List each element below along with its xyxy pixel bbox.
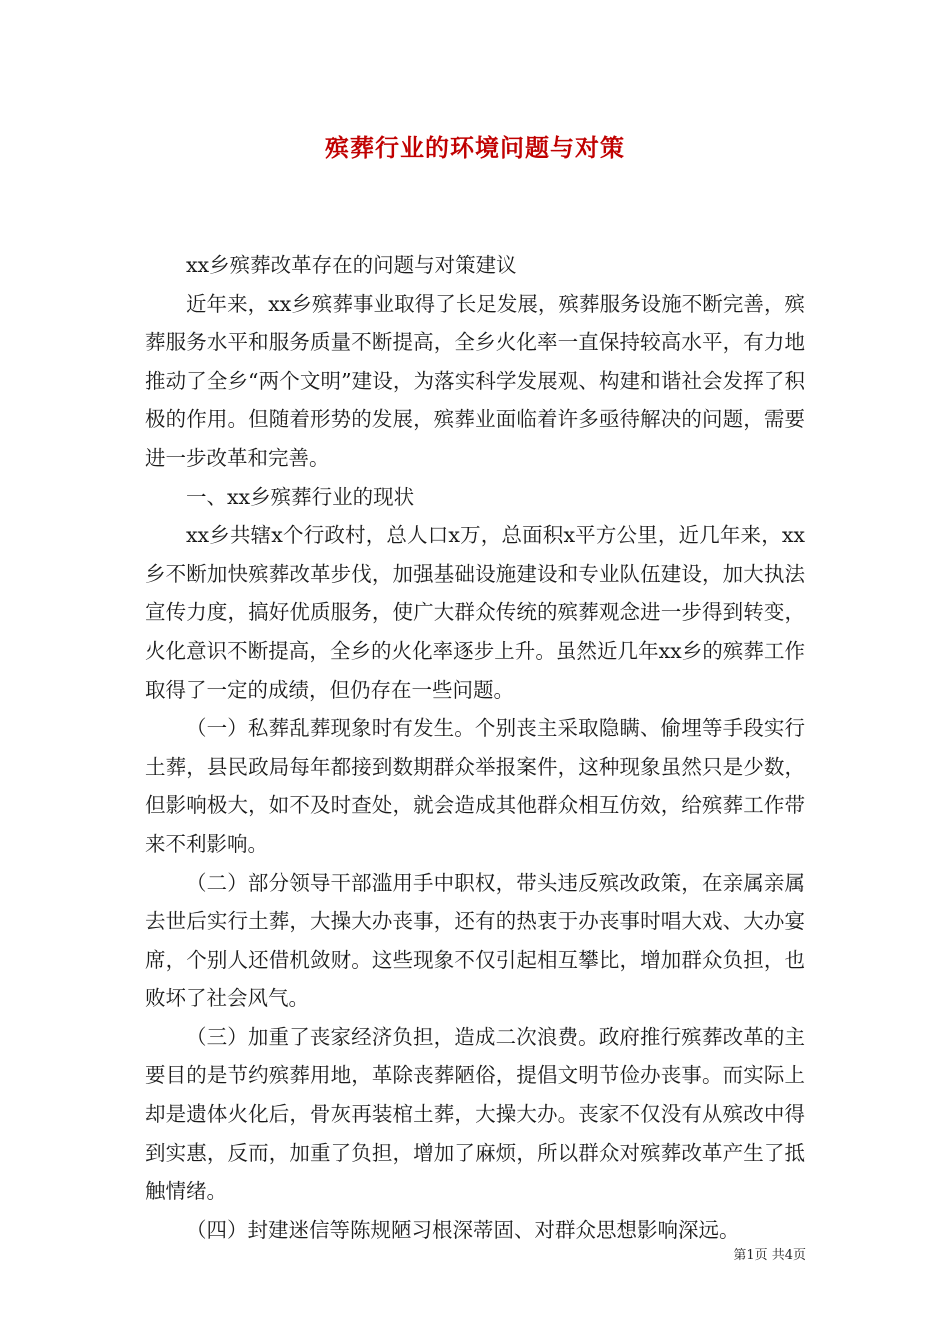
paragraph-subtitle: xx乡殡葬改革存在的问题与对策建议 — [186, 253, 517, 277]
paragraph-status: xx乡共辖x个行政村，总人口x万，总面积x平方公里，近几年来，xx乡不断加快殡葬改革步伐，加强基础设施建设和专业队伍建设，加大执法宣传力度，搞好优质服务，使广大群众传统的殡葬观念进一步得到转变，火化意识不断提高，全乡的火化率逐步上升。虽然近几年xx乡的殡葬工作取得了一定的成绩，但仍存在一些问题。 — [145, 523, 805, 702]
document-body — [145, 246, 805, 1249]
paragraph-issue-2: （二）部分领导干部滥用手中职权，带头违反殡改政策，在亲属亲属去世后实行土葬，大操大办丧事，还有的热衷于办丧事时唱大戏、大办宴席，个别人还借机敛财。这些现象不仅引起相互攀比，增加群众负担，也败坏了社会风气。 — [145, 870, 805, 1011]
document-title: 殡葬行业的环境问题与对策 — [325, 133, 625, 162]
page-number-footer: 第1页 共4页 — [733, 1248, 806, 1263]
paragraph-issue-4: （四）封建迷信等陈规陋习根深蒂固、对群众思想影响深远。 — [186, 1217, 740, 1242]
section-heading-status: 一、xx乡殡葬行业的现状 — [186, 484, 415, 509]
paragraph-issue-1: （一）私葬乱葬现象时有发生。个别丧主采取隐瞒、偷埋等手段实行土葬，县民政局每年都接到数期群众举报案件，这种现象虽然只是少数，但影响极大，如不及时查处，就会造成其他群众相互仿效，给殡葬工作带来不利影响。 — [145, 716, 805, 856]
paragraph-issue-3: （三）加重了丧家经济负担，造成二次浪费。政府推行殡葬改革的主要目的是节约殡葬用地，革除丧葬陋俗，提倡文明节俭办丧事。而实际上却是遗体火化后，骨灰再装棺土葬，大操大办。丧家不仅没有从殡改中得到实惠，反而，加重了负担，增加了麻烦，所以群众对殡葬改革产生了抵触情绪。 — [145, 1024, 805, 1204]
paragraph-intro: 近年来，xx乡殡葬事业取得了长足发展，殡葬服务设施不断完善，殡葬服务水平和服务质量不断提高，全乡火化率一直保持较高水平，有力地推动了全乡“两个文明”建设，为落实科学发展观、构建和谐社会发挥了积极的作用。但随着形势的发展，殡葬业面临着许多亟待解决的问题，需要进一步改革和完善。 — [145, 291, 805, 470]
